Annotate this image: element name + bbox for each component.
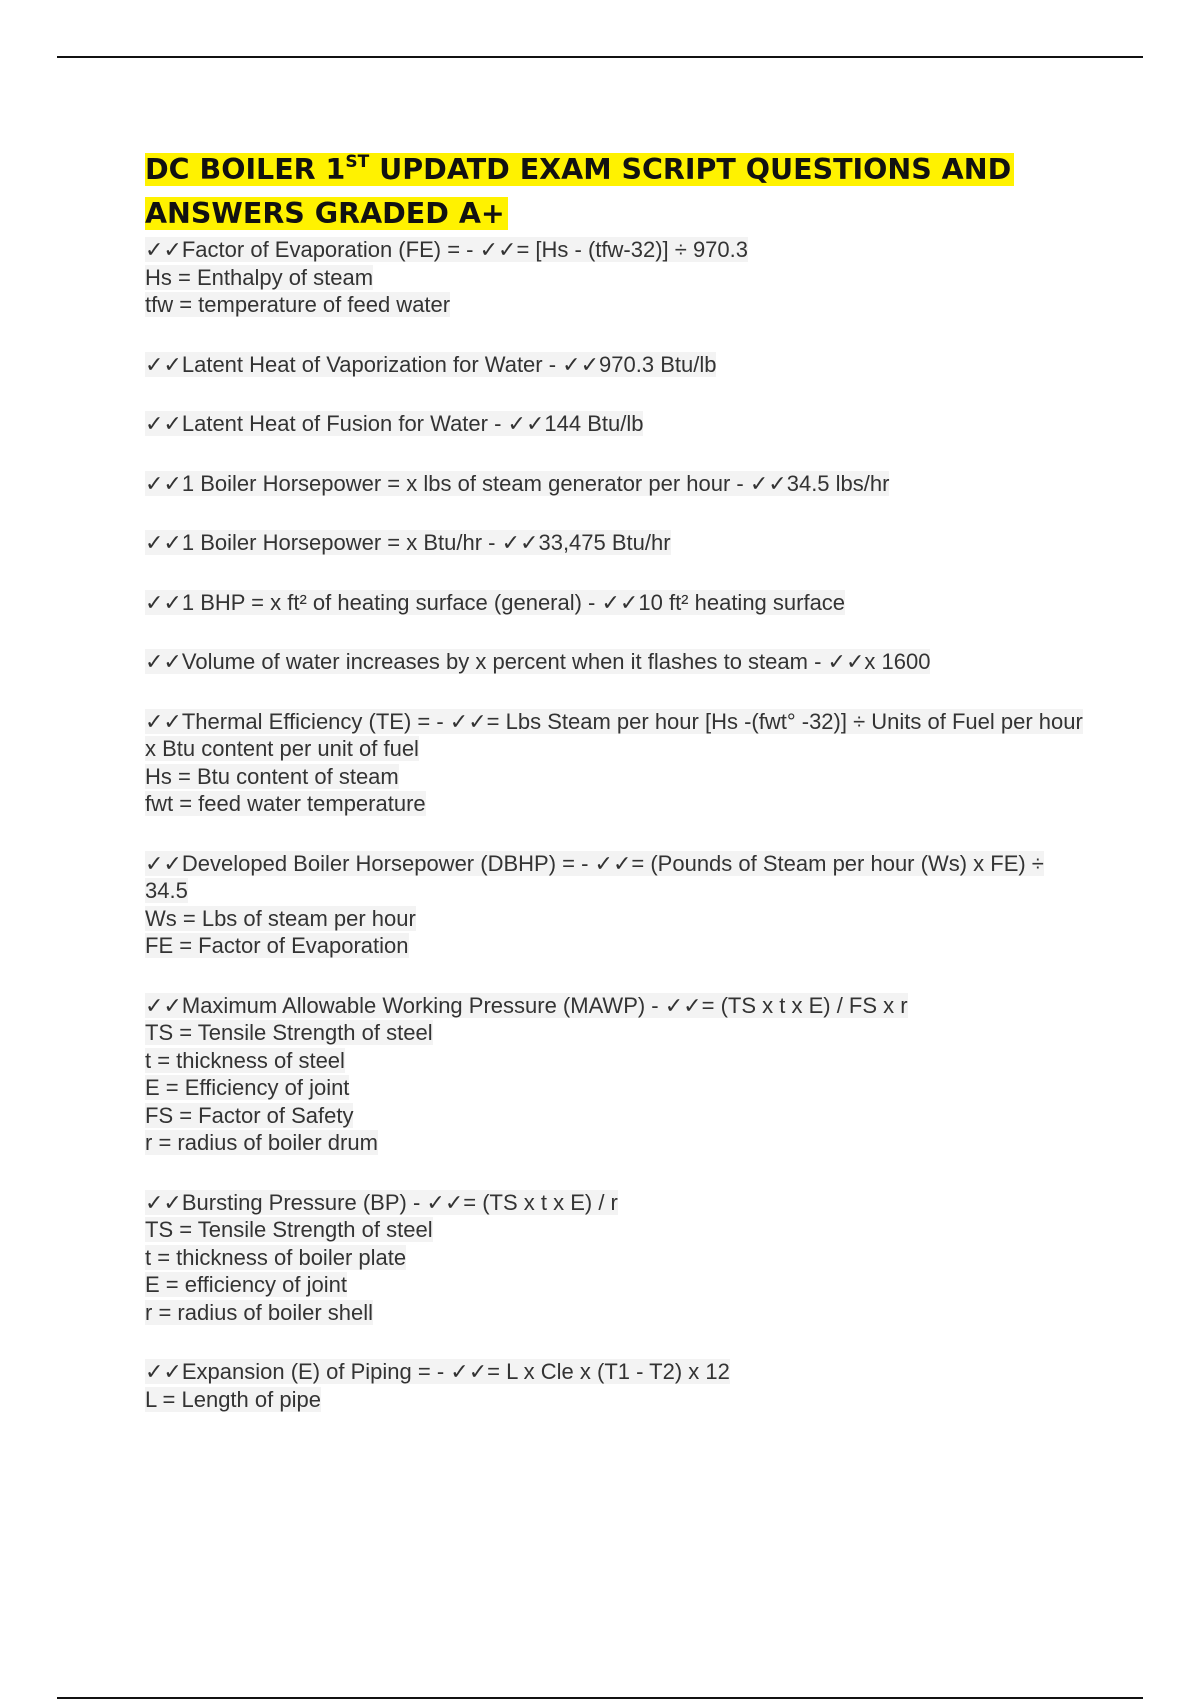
definition-text: E = Efficiency of joint xyxy=(145,1075,350,1100)
definition-text: FS = Factor of Safety xyxy=(145,1102,354,1128)
definition-text: Ws = Lbs of steam per hour xyxy=(145,905,416,931)
qa-text: ✓✓Maximum Allowable Working Pressure (MAWP) - ✓✓= (TS x t x E) / FS x r xyxy=(145,992,908,1018)
qa-definition-line xyxy=(145,790,1085,818)
qa-definition-line xyxy=(145,763,1085,791)
definition-text: FE = Factor of Evaporation xyxy=(145,933,409,958)
title-text-2: UPDATD EXAM SCRIPT QUESTIONS AND ANSWERS GRADED A+ xyxy=(145,153,1012,230)
qa-definition-line xyxy=(145,264,1085,292)
qa-item xyxy=(145,589,1085,617)
qa-question-answer xyxy=(145,648,1085,676)
qa-text: ✓✓1 Boiler Horsepower = x lbs of steam generator per hour - ✓✓34.5 lbs/hr xyxy=(145,470,890,496)
qa-definition-line xyxy=(145,905,1085,933)
qa-question-answer xyxy=(145,470,1085,498)
qa-definition-line xyxy=(145,1129,1085,1157)
qa-question-answer xyxy=(145,236,1085,264)
qa-item xyxy=(145,236,1085,319)
qa-question-answer xyxy=(145,351,1085,379)
definition-text: t = thickness of boiler plate xyxy=(145,1244,407,1270)
qa-definition-line xyxy=(145,1074,1085,1102)
definition-text: TS = Tensile Strength of steel xyxy=(145,1217,433,1242)
qa-question-answer xyxy=(145,992,1085,1020)
definition-text: L = Length of pipe xyxy=(145,1386,321,1412)
qa-item xyxy=(145,708,1085,818)
qa-definition-line xyxy=(145,1386,1085,1414)
qa-text: ✓✓Volume of water increases by x percent when it flashes to steam - ✓✓x 1600 xyxy=(145,649,931,674)
qa-item xyxy=(145,1189,1085,1327)
qa-text: ✓✓Bursting Pressure (BP) - ✓✓= (TS x t x E) / r xyxy=(145,1189,618,1215)
definition-text: tfw = temperature of feed water xyxy=(145,292,451,317)
qa-text: ✓✓1 BHP = x ft² of heating surface (general) - ✓✓10 ft² heating surface xyxy=(145,589,846,615)
qa-item xyxy=(145,1358,1085,1413)
qa-item xyxy=(145,850,1085,960)
qa-definition-line xyxy=(145,1244,1085,1272)
qa-definition-line xyxy=(145,1271,1085,1299)
definition-text: Hs = Enthalpy of steam xyxy=(145,264,374,290)
qa-question-answer xyxy=(145,589,1085,617)
definition-text: E = efficiency of joint xyxy=(145,1272,347,1297)
document-title xyxy=(145,148,1085,236)
qa-item xyxy=(145,992,1085,1157)
qa-text: ✓✓Factor of Evaporation (FE) = - ✓✓= [Hs - (tfw-32)] ÷ 970.3 xyxy=(145,237,748,262)
qa-item xyxy=(145,470,1085,498)
qa-item xyxy=(145,648,1085,676)
qa-definition-line xyxy=(145,932,1085,960)
qa-question-answer xyxy=(145,1189,1085,1217)
qa-definition-line xyxy=(145,1299,1085,1327)
title-text-1: DC BOILER 1 xyxy=(145,153,346,186)
qa-question-answer xyxy=(145,708,1085,763)
qa-text: ✓✓Thermal Efficiency (TE) = - ✓✓= Lbs Steam per hour [Hs -(fwt° -32)] ÷ Units of Fuel per hour x Btu content per unit of fuel xyxy=(145,708,1083,761)
definition-text: TS = Tensile Strength of steel xyxy=(145,1020,433,1045)
qa-item xyxy=(145,351,1085,379)
qa-question-answer xyxy=(145,529,1085,557)
qa-question-answer xyxy=(145,410,1085,438)
definition-text: Hs = Btu content of steam xyxy=(145,763,399,789)
qa-item xyxy=(145,529,1085,557)
definition-text: r = radius of boiler drum xyxy=(145,1130,378,1155)
footer-rule xyxy=(57,1697,1143,1699)
qa-question-answer xyxy=(145,1358,1085,1386)
qa-definition-line xyxy=(145,291,1085,319)
title-superscript: ST xyxy=(345,152,370,172)
document-body xyxy=(145,148,1085,1445)
definition-text: fwt = feed water temperature xyxy=(145,791,426,816)
qa-definition-line xyxy=(145,1047,1085,1075)
qa-text: ✓✓Developed Boiler Horsepower (DBHP) = - ✓✓= (Pounds of Steam per hour (Ws) x FE) ÷ 34.5 xyxy=(145,850,1044,903)
definition-text: r = radius of boiler shell xyxy=(145,1299,374,1325)
qa-text: ✓✓1 Boiler Horsepower = x Btu/hr - ✓✓33,475 Btu/hr xyxy=(145,530,671,555)
qa-question-answer xyxy=(145,850,1085,905)
qa-text: ✓✓Expansion (E) of Piping = - ✓✓= L x Cle x (T1 - T2) x 12 xyxy=(145,1359,730,1384)
qa-definition-line xyxy=(145,1019,1085,1047)
qa-list xyxy=(145,236,1085,1413)
qa-definition-line xyxy=(145,1216,1085,1244)
definition-text: t = thickness of steel xyxy=(145,1047,345,1073)
qa-item xyxy=(145,410,1085,438)
qa-text: ✓✓Latent Heat of Fusion for Water - ✓✓144 Btu/lb xyxy=(145,411,644,436)
qa-text: ✓✓Latent Heat of Vaporization for Water - ✓✓970.3 Btu/lb xyxy=(145,351,717,377)
qa-definition-line xyxy=(145,1102,1085,1130)
header-rule xyxy=(57,56,1143,58)
